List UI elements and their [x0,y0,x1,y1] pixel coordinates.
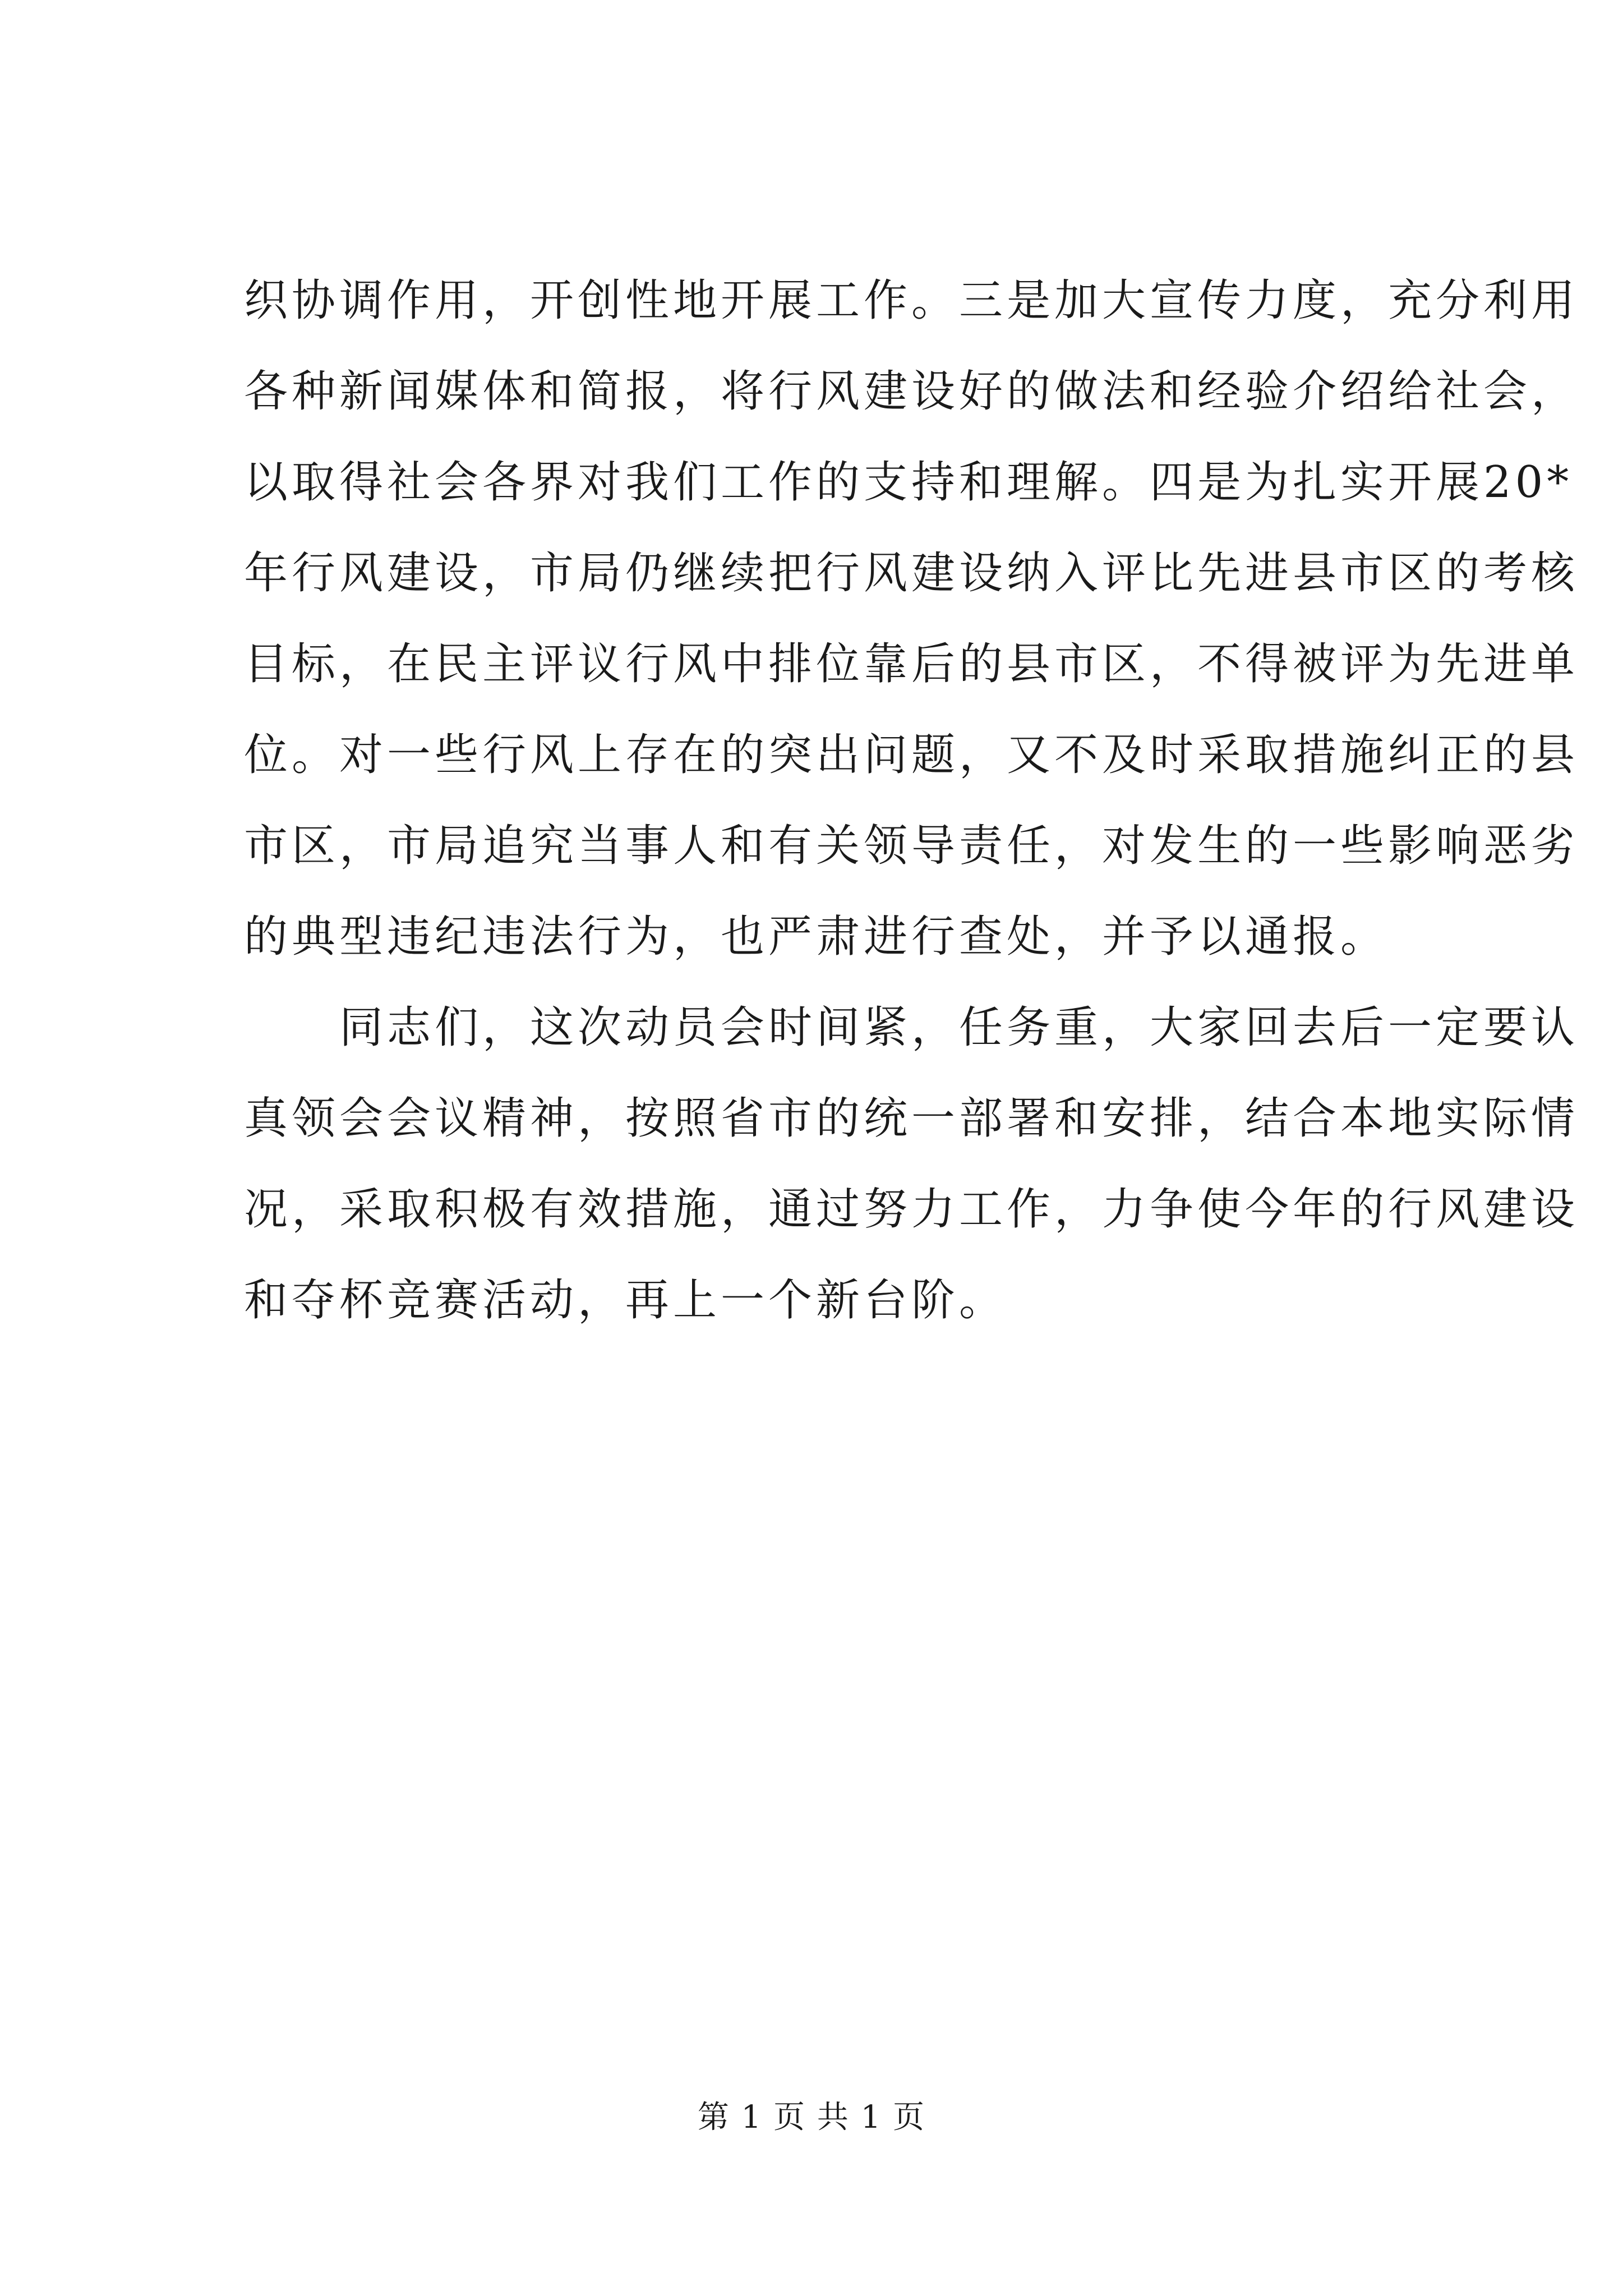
text-line: 年行风建设，市局仍继续把行风建设纳入评比先进县市区的考核 [244,548,1579,599]
paragraph-1 [244,255,1579,982]
text-line: 以取得社会各界对我们工作的支持和理解。四是为扎实开展20* [244,457,1573,508]
text-line: 织协调作用，开创性地开展工作。三是加大宣传力度，充分利用 [244,275,1579,326]
text-line: 各种新闻媒体和简报，将行风建设好的做法和经验介绍给社会， [244,366,1579,417]
text-line: 况，采取积极有效措施，通过努力工作，力争使今年的行风建设 [244,1184,1579,1235]
text-line: 和夺杯竞赛活动，再上一个新台阶。 [244,1275,1007,1326]
text-line: 同志们，这次动员会时间紧，任务重，大家回去后一定要认 [244,1002,1579,1053]
text-line: 真领会会议精神，按照省市的统一部署和安排，结合本地实际情 [244,1093,1579,1144]
paragraph-2 [244,982,1579,1346]
document-body [244,255,1579,1346]
page-number: 第 1 页 共 1 页 [697,2099,926,2136]
page-footer [0,2098,1623,2137]
text-line: 市区，市局追究当事人和有关领导责任，对发生的一些影响恶劣 [244,821,1579,871]
text-line: 的典型违纪违法行为，也严肃进行查处，并予以通报。 [244,912,1389,962]
text-line: 位。对一些行风上存在的突出问题，又不及时采取措施纠正的县 [244,730,1579,780]
text-line: 目标，在民主评议行风中排位靠后的县市区，不得被评为先进单 [244,639,1579,689]
